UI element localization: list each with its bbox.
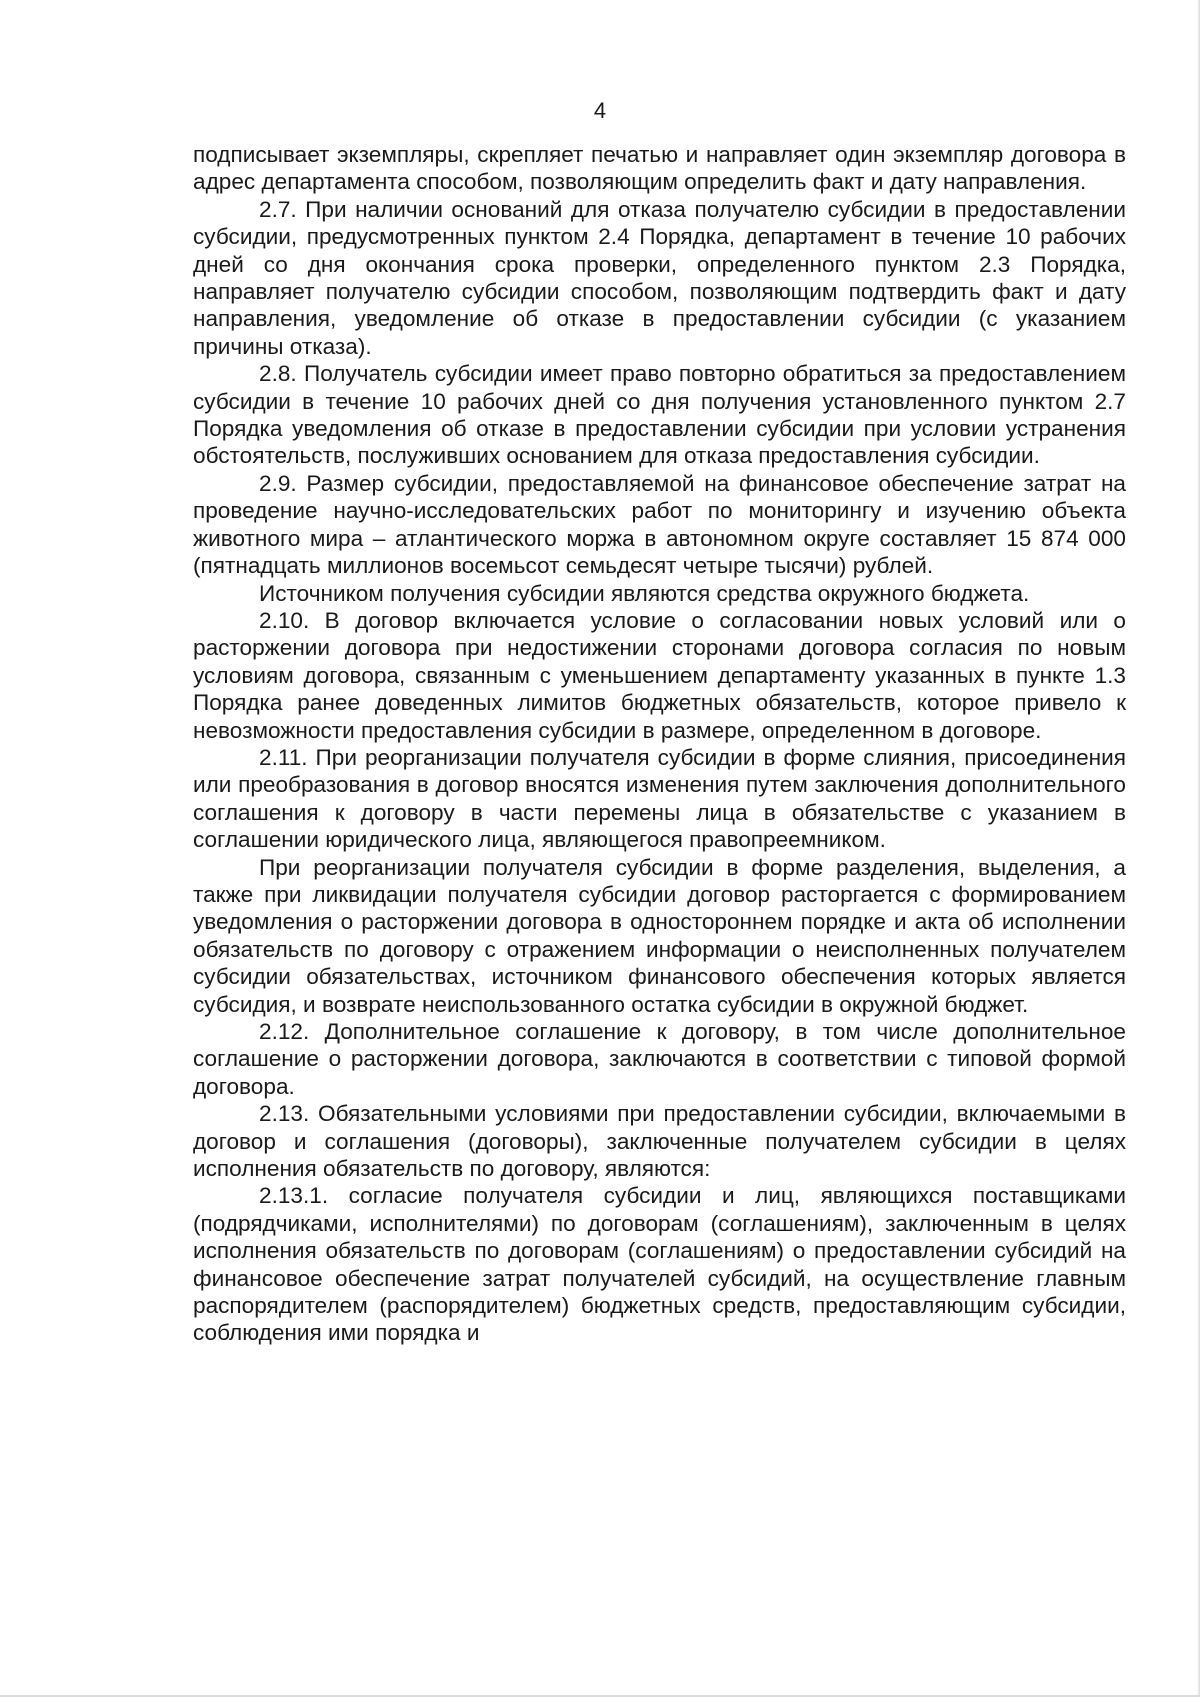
paragraph-2-10: 2.10. В договор включается условие о согласовании новых условий или о расторжении договора при недостижении сторонами договора согласия по новым условиям договора, связанным с уменьшением департаменту указанных в пункте 1.3 Порядка ранее доведенных лимитов бюджетных обязательств, которое привело к невозможности предоставления субсидии в размере, определенном в договоре. (193, 607, 1126, 743)
paragraph-2-11: 2.11. При реорганизации получателя субсидии в форме слияния, присоединения или преобразования в договор вносятся изменения путем заключения дополнительного соглашения к договору в части перемены лица в обязательстве с указанием в соглашении юридического лица, являющегося правопреемником. (193, 744, 1126, 853)
paragraph-2-13: 2.13. Обязательными условиями при предоставлении субсидии, включаемыми в договор и соглашения (договоры), заключенные получателем субсидии в целях исполнения обязательств по договору, являются: (193, 1101, 1126, 1182)
paragraph-2-12: 2.12. Дополнительное соглашение к договору, в том числе дополнительное соглашение о расторжении договора, заключаются в соответствии с типовой формой договора. (193, 1019, 1126, 1099)
paragraph-2-9: 2.9. Размер субсидии, предоставляемой на финансовое обеспечение затрат на проведение научно-исследовательских работ по мониторингу и изучению объекта животного мира – атлантического моржа в автономном округе составляет 15 874 000 (пятнадцать миллионов восемьсот семьдесят четыре тысячи) рублей. (193, 470, 1126, 579)
paragraph-2-7: 2.7. При наличии оснований для отказа получателю субсидии в предоставлении субсидии, предусмотренных пунктом 2.4 Порядка, департамент в течение 10 рабочих дней со дня окончания срока проверки, определенного пунктом 2.3 Порядка, направляет получателю субсидии способом, позволяющим подтвердить факт и дату направления, уведомление об отказе в предоставлении субсидии (с указанием причины отказа). (193, 196, 1126, 359)
document-body (193, 141, 1126, 1347)
paragraph-reorganization: При реорганизации получателя субсидии в форме разделения, выделения, а также при ликвидации получателя субсидии договор расторгается с формированием уведомления о расторжении договора в одностороннем порядке и акта об исполнении обязательств по договору с отражением информации о неисполненных получателем субсидии обязательствах, источником финансового обеспечения которых является субсидия, и возврате неиспользованного остатка субсидии в окружной бюджет. (193, 854, 1126, 1017)
paragraph-2-8: 2.8. Получатель субсидии имеет право повторно обратиться за предоставлением субсидии в течение 10 рабочих дней со дня получения установленного пунктом 2.7 Порядка уведомления об отказе в предоставлении субсидии при условии устранения обстоятельств, послуживших основанием для отказа предоставления субсидии. (193, 361, 1126, 469)
paragraph-funding-source: Источником получения субсидии являются средства окружного бюджета. (259, 580, 1030, 606)
paragraph-2-13-1: 2.13.1. согласие получателя субсидии и лиц, являющихся поставщиками (подрядчиками, исполнителями) по договорам (соглашениям), заключенным в целях исполнения обязательств по договорам (соглашениям) о предоставлении субсидий на финансовое обеспечение затрат получателей субсидий, на осуществление главным распорядителем (распорядителем) бюджетных средств, предоставляющим субсидии, соблюдения ими порядка и (193, 1183, 1126, 1346)
paragraph-continuation: подписывает экземпляры, скрепляет печатью и направляет один экземпляр договора в адрес департамента способом, позволяющим определить факт и дату направления. (193, 142, 1126, 195)
page-number: 4 (593, 98, 607, 123)
